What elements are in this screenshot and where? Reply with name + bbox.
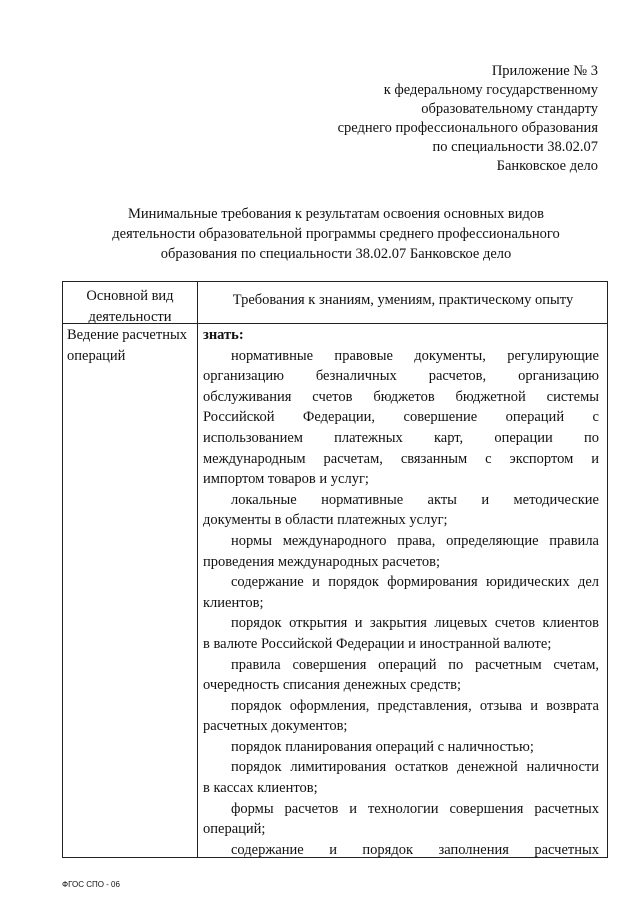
requirement-line: организацию безналичных расчетов, организацию (203, 368, 599, 385)
requirements-table (62, 281, 608, 858)
requirement-line: порядок планирования операций с наличностью; (231, 738, 534, 755)
requirement-paragraph (203, 531, 599, 572)
requirement-line: использованием платежных карт, операции по (203, 429, 599, 446)
requirement-line: локальные нормативные акты и методические (231, 491, 599, 508)
requirement-paragraph (203, 799, 599, 840)
requirement-line: клиентов; (203, 594, 264, 611)
requirement-paragraph (203, 737, 599, 758)
requirement-line: обслуживания счетов бюджетов бюджетной системы (203, 388, 599, 405)
requirement-paragraph (203, 840, 599, 861)
requirement-line: правила совершения операций по расчетным счетам, (231, 656, 599, 673)
title-line: образования по специальности 38.02.07 Банковское дело (160, 246, 512, 262)
requirement-line: в валюте Российской Федерации и иностранной валюте; (203, 635, 552, 652)
know-label: знать: (203, 327, 244, 343)
appendix-line: к федеральному государственному (383, 82, 598, 98)
requirement-line: проведения международных расчетов; (203, 553, 441, 570)
requirement-line: нормы международного права, определяющие правила (231, 532, 599, 549)
appendix-line: Банковское дело (496, 158, 598, 174)
footer-code: ФГОС СПО - 06 (62, 880, 120, 889)
requirement-line: очередность списания денежных средств; (203, 677, 462, 694)
requirement-paragraph (203, 572, 599, 613)
requirement-line: в кассах клиентов; (203, 780, 318, 797)
appendix-line: Приложение № 3 (491, 63, 598, 79)
requirement-paragraph (203, 655, 599, 696)
requirement-line: порядок оформления, представления, отзыва и возврата (231, 697, 599, 714)
title-line: деятельности образовательной программы среднего профессионального (112, 226, 560, 242)
requirement-paragraph (203, 613, 599, 654)
requirement-paragraph (203, 346, 599, 490)
appendix-line: среднего профессионального образования (337, 120, 598, 136)
header-line: Основной вид (86, 288, 174, 304)
requirement-line: содержание и порядок заполнения расчетных (231, 841, 599, 858)
appendix-line: по специальности 38.02.07 (432, 139, 598, 155)
requirement-line: операций; (203, 821, 266, 838)
requirement-line: порядок открытия и закрытия лицевых счетов клиентов (231, 615, 599, 632)
requirement-line: порядок лимитирования остатков денежной наличности (231, 759, 599, 776)
appendix-header (338, 62, 598, 176)
requirement-line: международным расчетам, связанным с экспортом и (203, 450, 599, 467)
requirement-line: расчетных документов; (203, 718, 348, 735)
requirement-paragraph (203, 696, 599, 737)
header-activity (63, 286, 197, 328)
appendix-line: образовательному стандарту (421, 101, 598, 117)
column-divider (197, 282, 198, 857)
title-line: Минимальные требования к результатам освоения основных видов (128, 206, 544, 222)
activity-line: операций (67, 347, 126, 364)
requirement-paragraph (203, 490, 599, 531)
activity-line: Ведение расчетных (67, 327, 187, 343)
header-line: деятельности (88, 309, 172, 325)
requirements-cell (203, 325, 599, 860)
requirement-line: документы в области платежных услуг; (203, 512, 448, 529)
requirement-line: Российской Федерации, совершение операций с (203, 409, 599, 426)
requirement-line: нормативные правовые документы, регулирующие (231, 347, 599, 364)
requirement-paragraph (203, 757, 599, 798)
header-requirements: Требования к знаниям, умениям, практическому опыту (232, 292, 574, 308)
activity-cell (67, 325, 187, 366)
document-title (62, 204, 610, 264)
requirement-line: содержание и порядок формирования юридических дел (231, 574, 599, 591)
requirement-line: формы расчетов и технологии совершения расчетных (231, 800, 599, 817)
requirement-line: импортом товаров и услуг; (203, 471, 369, 488)
